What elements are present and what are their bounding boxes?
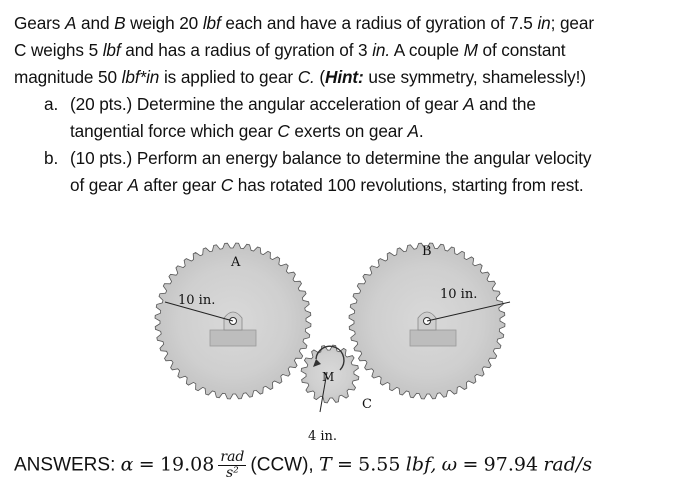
var-a: A: [407, 121, 419, 141]
text: C weighs 5: [14, 40, 103, 60]
text: (20 pts.) Determine the angular acceleration of gear: [70, 94, 464, 114]
part-b: [44, 145, 676, 199]
text: of constant: [477, 40, 566, 60]
alpha-direction: (CCW),: [250, 454, 314, 476]
alpha-value: 19.08: [159, 453, 215, 476]
alpha-symbol: α: [120, 453, 134, 476]
text: A couple: [390, 40, 464, 60]
gear-diagram: [140, 222, 540, 447]
gear-a-label: A: [231, 255, 241, 270]
text: weigh 20: [125, 13, 203, 33]
var-b: B: [114, 13, 126, 33]
answers-label: ANSWERS:: [14, 454, 116, 476]
unit: in: [537, 13, 551, 33]
omega-unit: rad/s: [543, 453, 593, 476]
text: has rotated 100 revolutions, starting from rest.: [233, 175, 584, 195]
problem-line: [70, 91, 676, 118]
unit: lbf: [102, 40, 121, 60]
text: each and have a radius of gyration of 7.5: [220, 13, 538, 33]
text: and has a radius of gyration of 3: [120, 40, 373, 60]
answers-line: [14, 450, 686, 494]
text: use symmetry, shamelessly!): [363, 67, 586, 87]
omega-symbol: ω: [441, 453, 458, 476]
equals-sign: =: [138, 453, 155, 476]
gear-b-label: B: [422, 244, 432, 259]
hint-label: Hint:: [325, 67, 364, 87]
unit: lbf*in: [121, 67, 160, 87]
var-c: C: [277, 121, 290, 141]
radius-c-label: 4 in.: [308, 429, 338, 444]
var-m: M: [463, 40, 478, 60]
radius-a-label: 10 in.: [178, 293, 216, 308]
problem-line: [70, 172, 676, 199]
problem-statement: [14, 10, 676, 199]
tension-unit: lbf,: [405, 453, 437, 476]
var-a: A: [64, 13, 77, 33]
problem-line: [14, 10, 676, 37]
alpha-unit-denominator: s²: [225, 465, 239, 481]
text: after gear: [138, 175, 221, 195]
gear-c-label: C: [362, 397, 372, 412]
unit: in.: [372, 40, 391, 60]
problem-line: [14, 37, 676, 64]
text: (10 pts.) Perform an energy balance to determine the angular velocity: [70, 148, 592, 168]
part-label: a.: [44, 94, 59, 114]
text: ; gear: [550, 13, 594, 33]
text: Gears: [14, 13, 65, 33]
tension-value: 5.55: [358, 453, 401, 476]
alpha-unit-numerator: rad: [220, 449, 245, 465]
text: .: [418, 121, 424, 141]
couple-label: M: [322, 370, 335, 384]
equals-sign: =: [462, 453, 479, 476]
var-a: A: [463, 94, 475, 114]
alpha-unit: [218, 450, 246, 481]
text: and the: [474, 94, 536, 114]
part-a: [44, 91, 676, 145]
equals-sign: =: [336, 453, 353, 476]
var-c: C: [220, 175, 234, 195]
problem-line: [70, 118, 676, 145]
text: tangential force which gear: [70, 121, 278, 141]
var-c: C.: [297, 67, 315, 87]
bearing-support-a: [210, 330, 256, 346]
problem-line: [14, 64, 676, 91]
text: exerts on gear: [289, 121, 408, 141]
omega-value: 97.94: [483, 453, 539, 476]
text: of gear: [70, 175, 128, 195]
text: magnitude 50: [14, 67, 122, 87]
radius-b-label: 10 in.: [440, 287, 478, 302]
text: and: [76, 13, 115, 33]
text: (: [314, 67, 326, 87]
part-label: b.: [44, 148, 59, 168]
unit: lbf: [202, 13, 221, 33]
var-a: A: [127, 175, 139, 195]
tension-symbol: T: [318, 453, 332, 476]
text: is applied to gear: [159, 67, 298, 87]
bearing-support-b: [410, 330, 456, 346]
problem-line: [70, 145, 676, 172]
